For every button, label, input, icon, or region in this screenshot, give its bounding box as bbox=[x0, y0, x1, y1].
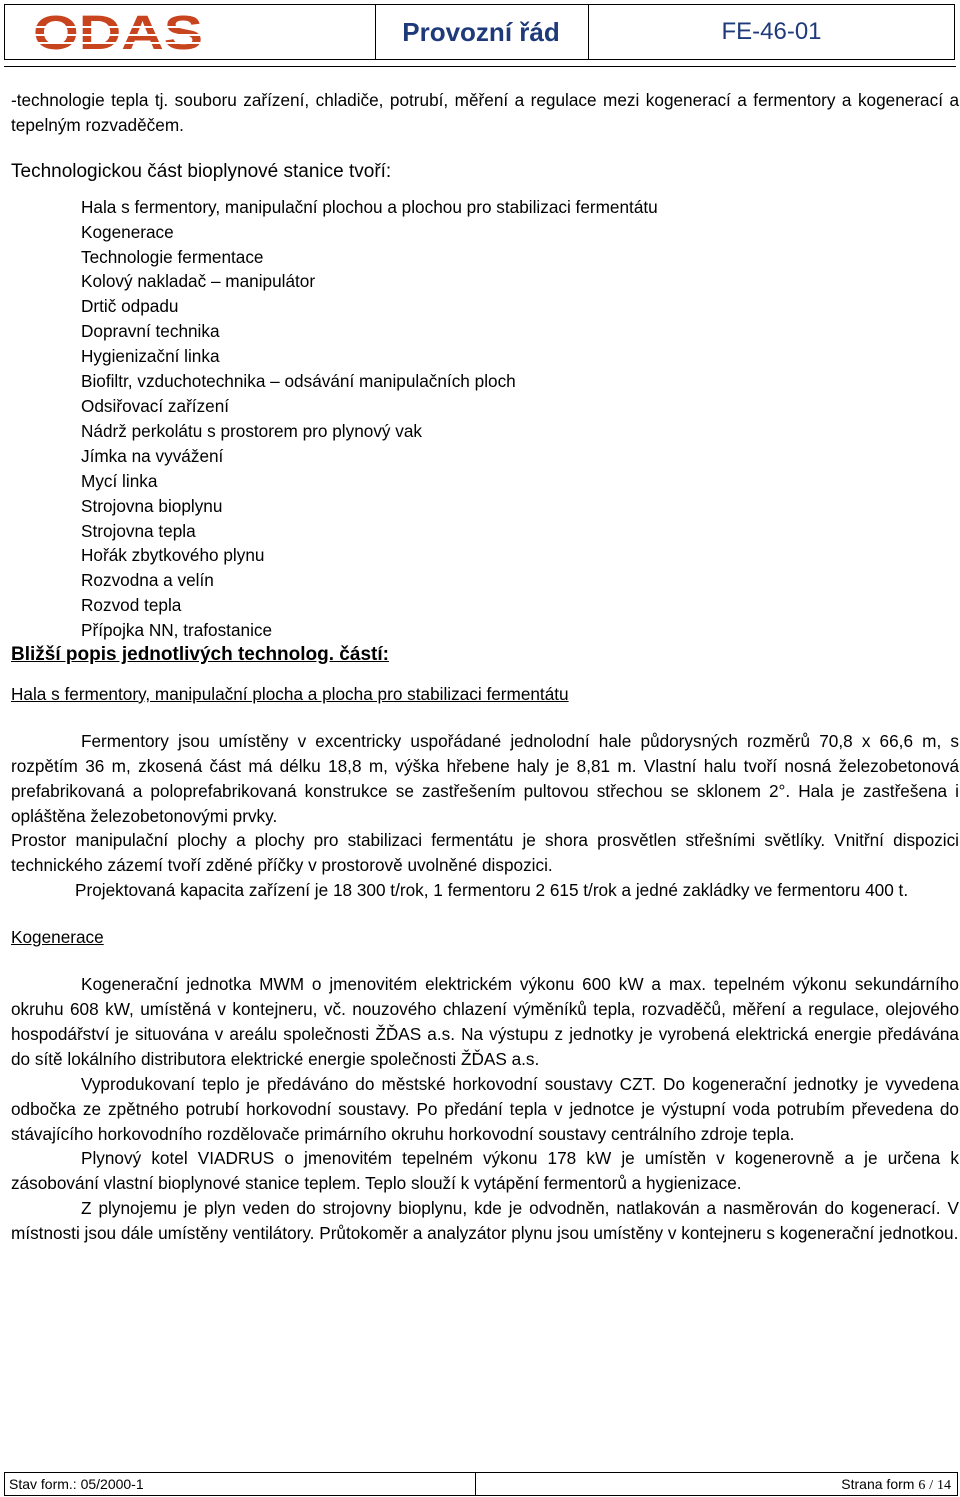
list-item: Jímka na vyvážení bbox=[81, 445, 224, 466]
paragraph: Prostor manipulační plochy a plochy pro stabilizaci fermentátu je shora prosvětlen střešními světlíky. Vnitřní dispozici technického zázemí tvoří zděné příčky v prostorově uvolněné dispozici. bbox=[11, 830, 959, 876]
list-item: Kogenerace bbox=[81, 221, 174, 242]
list-item: Přípojka NN, trafostanice bbox=[81, 620, 273, 641]
logo-text: ODAS bbox=[33, 7, 203, 59]
page-label: Strana form bbox=[841, 1476, 915, 1492]
paragraph: Vyprodukovaní teplo je předáváno do městské horkovodní soustavy CZT. Do kogenerační jednotky je vyvedena odbočka ze zpětného potrubí horkovodní soustavy. Po předání tepla v jednotce je výstupní voda potrubím převedena do stávajícího horkovodního rozdělovače primárního okruhu horkovodní soustavy centrálního zdroje tepla. bbox=[11, 1073, 959, 1144]
page-separator: / bbox=[929, 1478, 934, 1493]
header-divider bbox=[4, 66, 956, 67]
section-title-kogenerace: Kogenerace bbox=[11, 927, 104, 948]
list-item: Kolový nakladač – manipulátor bbox=[81, 271, 316, 292]
form-status: Stav form.: 05/2000-1 bbox=[9, 1476, 144, 1492]
list-item: Odsiřovací zařízení bbox=[81, 395, 230, 416]
paragraph: Plynový kotel VIADRUS o jmenovitém tepelném výkonu 178 kW je umístěn v kogenerovně a je určena k zásobování vlastní bioplynové stanice teplem. Teplo slouží k vytápění fermentorů a hygienizace. bbox=[11, 1148, 959, 1194]
paragraph: Fermentory jsou umístěny v excentricky uspořádané jednolodní hale půdorysných rozměrů 70,8 x 66,6 m, s rozpětím 36 m, zkosená část má délku 18,8 m, výška hřebene haly je 8,81 m. Vlastní halu tvoří nosná železobetonová prefabrikovaná a poloprefabrikovaná konstrukce se zastřešením pultovou střechou se sklonem 2°. Hala je zastřešena i opláštěna železobetonovými prvky. bbox=[11, 730, 959, 826]
odas-logo bbox=[5, 5, 375, 59]
list-item: Drtič odpadu bbox=[81, 296, 179, 317]
list-item: Rozvod tepla bbox=[81, 595, 182, 616]
tech-list bbox=[81, 195, 959, 643]
paragraph: Z plynojemu je plyn veden do strojovny bioplynu, kde je odvodněn, natlakován a nasměrován do kogenerací. V místnosti jsou dále umístěny ventilátory. Průtokoměr a analyzátor plynu jsou umístěny v kontejneru s kogenerační jednotkou. bbox=[11, 1198, 959, 1244]
section-title-hala: Hala s fermentory, manipulační plocha a plocha pro stabilizaci fermentátu bbox=[11, 683, 569, 704]
current-page: 6 bbox=[918, 1478, 926, 1493]
list-item: Strojovna tepla bbox=[81, 520, 196, 541]
paragraph: Projektovaná kapacita zařízení je 18 300 t/rok, 1 fermentoru 2 615 t/rok a jedné zakládky ve fermentoru 400 t. bbox=[75, 880, 909, 901]
page-header bbox=[0, 0, 960, 62]
list-item: Hořák zbytkového plynu bbox=[81, 545, 265, 566]
detail-heading: Bližší popis jednotlivých technolog. částí: bbox=[11, 644, 389, 666]
list-item: Hala s fermentory, manipulační plochou a plochou pro stabilizaci fermentátu bbox=[81, 196, 658, 217]
document-body bbox=[11, 88, 959, 1246]
intro-paragraph: -technologie tepla tj. souboru zařízení, chladiče, potrubí, měření a regulace mezi kogenerací a fermentory a kogenerací a tepelným rozvaděčem. bbox=[11, 90, 959, 135]
page-number bbox=[841, 1473, 951, 1497]
list-item: Technologie fermentace bbox=[81, 246, 264, 267]
list-item: Strojovna bioplynu bbox=[81, 495, 223, 516]
document-title: Provozní řád bbox=[374, 4, 589, 60]
list-item: Biofiltr, vzduchotechnika – odsávání manipulačních ploch bbox=[81, 371, 516, 392]
list-item: Nádrž perkolátu s prostorem pro plynový vak bbox=[81, 420, 423, 441]
page-footer bbox=[4, 1472, 958, 1496]
logo-cell bbox=[4, 4, 376, 60]
document-code: FE-46-01 bbox=[589, 4, 955, 60]
list-item: Mycí linka bbox=[81, 470, 158, 491]
paragraph: Kogenerační jednotka MWM o jmenovitém elektrickém výkonu 600 kW a max. tepelném výkonu sekundárního okruhu 608 kW, umístěná v kontejneru, vč. nouzového chlazení výměníků tepla, rozvaděčů, měření a regulace, olejového hospodářství je situována v areálu společnosti ŽĎAS a.s. Na výstupu z jednotky je vyrobená elektrická energie předávána do sítě lokálního distributora elektrické energie společnosti ŽĎAS a.s. bbox=[11, 974, 959, 1069]
list-item: Hygienizační linka bbox=[81, 346, 220, 367]
total-pages: 14 bbox=[937, 1478, 951, 1493]
tech-heading: Technologickou část bioplynové stanice tvoří: bbox=[11, 160, 392, 182]
list-item: Dopravní technika bbox=[81, 321, 220, 342]
list-item: Rozvodna a velín bbox=[81, 570, 214, 591]
